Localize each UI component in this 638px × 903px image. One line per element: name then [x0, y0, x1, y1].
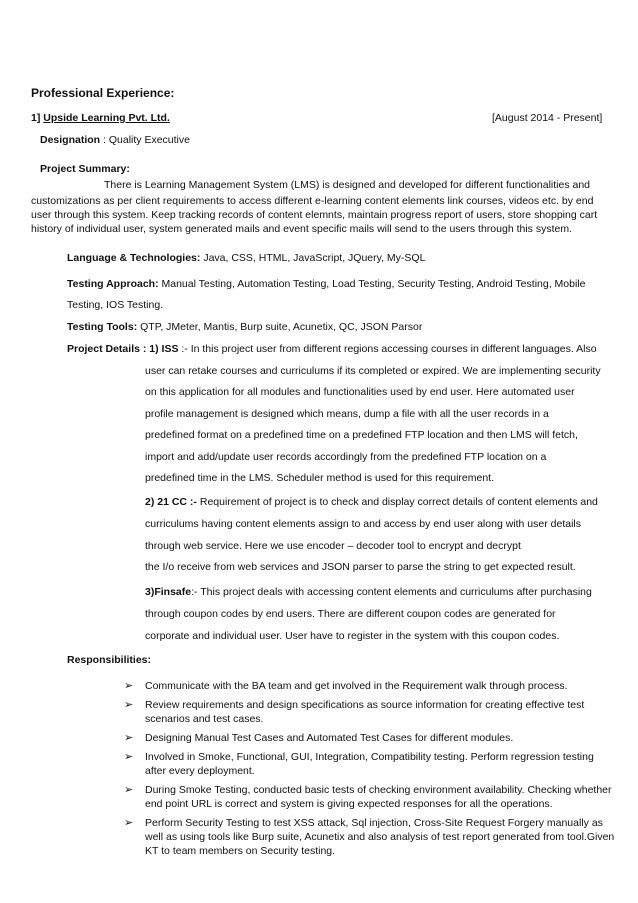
- arrow-bullet-icon: ➢: [124, 732, 134, 744]
- responsibility-text: Communicate with the BA team and get involved in the Requirement walk through process.: [145, 680, 568, 692]
- project-1-line: profile management is designed which means, dump a file with all the user records in a: [145, 408, 549, 420]
- summary-line: customizations as per client requirements to access different e-learning content elements link courses, videos etc. by end: [31, 195, 594, 207]
- project-3-row: [145, 586, 592, 598]
- designation-value: : Quality Executive: [103, 134, 190, 146]
- project-1-label: 1) ISS: [149, 343, 179, 355]
- project-3-line: :- This project deals with accessing content elements and curriculums after purchasing: [191, 586, 592, 598]
- languages-value: Java, CSS, HTML, JavaScript, JQuery, My-SQL: [200, 252, 426, 264]
- summary-line: There is Learning Management System (LMS) is designed and developed for different functionalities and: [104, 179, 591, 191]
- summary-line: user through this system. Keep tracking records of content elemnts, maintain progress report of users, store shopping cart: [31, 209, 598, 221]
- summary-label: Project Summary:: [40, 163, 130, 175]
- responsibility-text: During Smoke Testing, conducted basic tests of checking environment availability. Checking whether end point URL is correct and system is giving expected responses for all the operations.: [145, 784, 612, 810]
- job-number: 1]: [31, 112, 41, 124]
- arrow-bullet-icon: ➢: [124, 751, 134, 763]
- job-period: [August 2014 - Present]: [492, 112, 603, 124]
- responsibility-text: Involved in Smoke, Functional, GUI, Integration, Compatibility testing. Perform regression testing after every deployment.: [145, 751, 594, 777]
- tools-row: [67, 321, 422, 333]
- summary-line: history of individual user, system generated mails and event specific mails will send to the users through this system.: [31, 223, 573, 235]
- project-2-line: curriculums having content elements assign to and access by end user along with user details: [145, 518, 581, 530]
- project-2-line: Requirement of project is to check and display correct details of content elements and: [196, 496, 598, 508]
- project-3-line: corporate and individual user. User have to register in the system with this coupon codes.: [145, 630, 560, 642]
- project-details-label: Project Details :: [67, 343, 150, 355]
- project-1-line: on this application for all modules and functionalities used by end user. Here automated user: [145, 386, 575, 398]
- project-1-row: [67, 343, 597, 355]
- project-1-line: user can retake courses and curriculums if its completed or expired. We are implementing security: [145, 365, 601, 377]
- section-title: Professional Experience:: [31, 86, 175, 100]
- designation-label: Designation: [40, 134, 101, 146]
- arrow-bullet-icon: ➢: [124, 699, 134, 711]
- approach-label: Testing Approach:: [67, 278, 159, 290]
- project-2-row: [145, 496, 598, 508]
- languages-label: Language & Technologies:: [67, 252, 201, 264]
- project-2-line: the I/o receive from web services and JSON parser to parse the string to get expected result.: [145, 561, 576, 573]
- project-1-line: predefined format on a predefined time on a predefined FTP location and then LMS will fetch,: [145, 429, 578, 441]
- tools-label: Testing Tools:: [67, 321, 138, 333]
- approach-value: Manual Testing, Automation Testing, Load Testing, Security Testing, Android Testing, Mobile: [158, 278, 586, 290]
- arrow-bullet-icon: ➢: [124, 817, 134, 829]
- arrow-bullet-icon: ➢: [124, 680, 134, 692]
- project-3-line: through coupon codes by end users. There are different coupon codes are generated for: [145, 608, 556, 620]
- project-3-label: 3)Finsafe: [145, 586, 192, 598]
- project-2-label: 2) 21 CC :-: [145, 496, 197, 508]
- responsibility-text: Review requirements and design specifications as source information for creating effective test scenarios and test cases.: [145, 699, 585, 725]
- company-name: Upside Learning Pvt. Ltd.: [43, 112, 170, 124]
- responsibility-text: Designing Manual Test Cases and Automated Test Cases for different modules.: [145, 732, 514, 744]
- responsibilities-label: Responsibilities:: [67, 654, 152, 666]
- approach-continuation: Testing, IOS Testing.: [67, 299, 164, 311]
- languages-row: [67, 252, 425, 264]
- arrow-bullet-icon: ➢: [124, 784, 134, 796]
- approach-row: [67, 278, 585, 290]
- designation: [40, 134, 190, 146]
- project-2-line: through web service. Here we use encoder – decoder tool to encrypt and decrypt: [145, 540, 521, 552]
- project-1-line: predefined time in the LMS. Scheduler method is used for this requirement.: [145, 472, 495, 484]
- responsibility-text: Perform Security Testing to test XSS attack, Sql injection, Cross-Site Request Forgery manually as well as using tools like Burp suite, Acunetix and also analysis of test report generated from tool.Given KT to team members on Security testing.: [145, 817, 615, 857]
- project-1-line: import and add/update user records accordingly from the predefined FTP location on a: [145, 451, 547, 463]
- job-heading: [31, 112, 170, 124]
- project-1-line: :- In this project user from different regions accessing courses in different languages. Also: [178, 343, 597, 355]
- tools-value: QTP, JMeter, Mantis, Burp suite, Acunetix, QC, JSON Parsor: [137, 321, 423, 333]
